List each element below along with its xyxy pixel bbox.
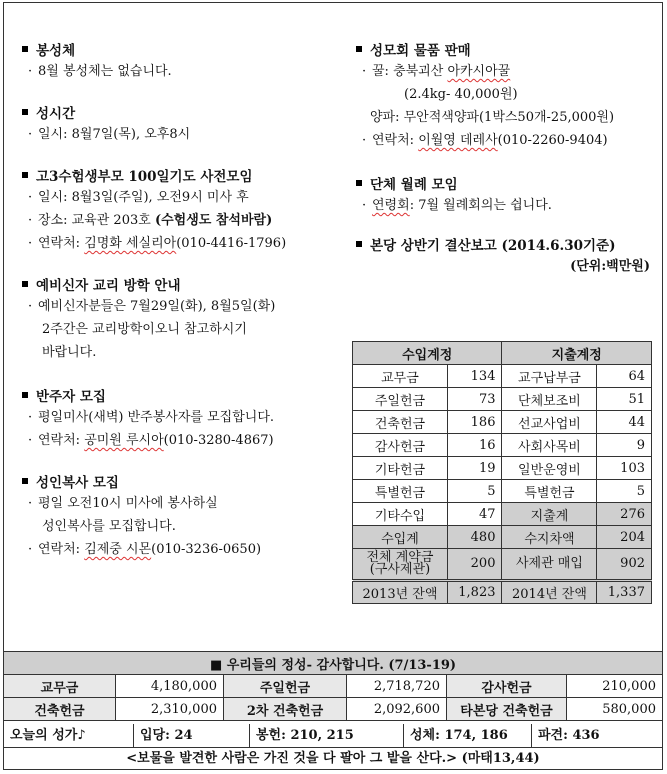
- offering-amount: 4,180,000: [116, 675, 224, 698]
- unit-label: (단위:백만원): [570, 259, 650, 274]
- balance-2013-label: 2013년 잔액: [353, 581, 448, 604]
- contact-name: 이월영 데레사: [418, 133, 498, 148]
- bullet-square-icon: [22, 172, 28, 178]
- offering-amount: 580,000: [567, 698, 663, 721]
- offering-label: 주일헌금: [224, 675, 347, 698]
- hymn-title: 오늘의 성가♪: [4, 724, 134, 747]
- hymn-entrance: 입당: 24: [134, 724, 250, 747]
- bullet-square-icon: [356, 46, 362, 52]
- expense-amount: 5: [597, 480, 652, 503]
- table-row: [4, 675, 663, 698]
- bullet-square-icon: [22, 478, 28, 484]
- table-row: [353, 526, 652, 549]
- section-title: 성시간: [36, 106, 76, 122]
- table-row: [353, 388, 652, 411]
- offering-amount: 2,718,720: [347, 675, 447, 698]
- income-item: 교무금: [353, 365, 448, 388]
- section-altar-server: 성인복사 모집 · 평일 오전10시 미사에 봉사하실 성인복사를 모집합니다. · 연락처: 김제중 시몬(010-3236-0650): [22, 470, 342, 561]
- contact-phone: (010-3280-4867): [163, 433, 274, 448]
- income-item: 주일헌금: [353, 388, 448, 411]
- catechism-line: 2주간은 교리방학이오니 참고하시기: [42, 322, 247, 337]
- table-row: [353, 581, 652, 604]
- deposit-label-1: 전체 계약금: [366, 550, 434, 565]
- section-title: 봉성체: [36, 43, 76, 59]
- income-amount: 186: [447, 411, 502, 434]
- exam-date: 일시: 8월3일(주일), 오전9시 미사 후: [38, 190, 249, 205]
- honey-price: (2.4kg- 40,000원): [404, 87, 518, 102]
- bullet-square-icon: [22, 281, 28, 287]
- section-title: 단체 월례 모임: [370, 177, 458, 193]
- expense-item: 단체보조비: [502, 388, 597, 411]
- contact-phone: (010-3236-0650): [151, 542, 262, 557]
- expense-amount: 64: [597, 365, 652, 388]
- offering-amount: 210,000: [567, 675, 663, 698]
- income-amount: 73: [447, 388, 502, 411]
- server-line: 성인복사를 모집합니다.: [42, 519, 176, 534]
- deposit-label: [353, 549, 448, 581]
- server-line: 평일 오전10시 미사에 봉사하실: [38, 496, 218, 511]
- expense-item: 일반운영비: [502, 457, 597, 480]
- table-row: [353, 434, 652, 457]
- bullet-square-icon: [356, 241, 362, 247]
- honey-name: 아카시아꿀: [447, 64, 511, 79]
- offering-amount: 2,092,600: [347, 698, 447, 721]
- expense-amount: 51: [597, 388, 652, 411]
- contact-phone: (010-2260-9404): [497, 133, 608, 148]
- contact-label: 연락처:: [38, 542, 85, 557]
- income-total: 480: [447, 526, 502, 549]
- expense-amount: 44: [597, 411, 652, 434]
- deposit-label-2: (구사제관): [369, 562, 431, 577]
- section-monthly-meeting: 단체 월례 모임 · 연령회: 7월 월례회의는 쉽니다.: [356, 172, 656, 217]
- expense-header: 지출계정: [502, 342, 652, 365]
- income-item: 건축헌금: [353, 411, 448, 434]
- section-holy-hour: 성시간 · 일시: 8월7일(목), 오후8시: [22, 101, 342, 146]
- contact-label: 연락처:: [38, 433, 85, 448]
- bullet-square-icon: [22, 109, 28, 115]
- income-amount: 5: [447, 480, 502, 503]
- expense-item: 사회사목비: [502, 434, 597, 457]
- contact-name: 김제중 시몬: [84, 542, 152, 557]
- section-sale: 성모회 물품 판매 · 꿀: 충북괴산 아카시아꿀 (2.4kg- 40,000원) 양파: 무안적색양파(1박스50개-25,000원) · 연락처: 이월영 데레사(010-2260-9404): [356, 38, 656, 152]
- income-item: 특별헌금: [353, 480, 448, 503]
- section-title: 반주자 모집: [36, 389, 106, 405]
- income-amount: 134: [447, 365, 502, 388]
- hymn-offertory: 봉헌: 210, 215: [250, 724, 404, 747]
- financial-table: [352, 341, 652, 604]
- expense-item: 교구납부금: [502, 365, 597, 388]
- offering-label: 타본당 건축헌금: [447, 698, 567, 721]
- section-title: 고3수험생부모 100일기도 사전모임: [36, 169, 253, 185]
- table-row: [4, 698, 663, 721]
- hymn-row: [3, 724, 663, 748]
- income-total-label: 수입계: [353, 526, 448, 549]
- expense-amount: 103: [597, 457, 652, 480]
- meeting-note: : 7월 월례회의는 쉽니다.: [409, 198, 552, 213]
- section-title: 성모회 물품 판매: [370, 43, 471, 59]
- income-item: 기타헌금: [353, 457, 448, 480]
- section-accompanist: 반주자 모집 · 평일미사(새벽) 반주봉사자를 모집합니다. · 연락처: 공미원 루시아(010-3280-4867): [22, 384, 342, 452]
- expense-item: 선교사업비: [502, 411, 597, 434]
- holy-hour-date: 일시: 8월7일(목), 오후8시: [38, 127, 191, 142]
- rectory-amount: 902: [597, 549, 652, 581]
- income-amount: 16: [447, 434, 502, 457]
- expense-item: 특별헌금: [502, 480, 597, 503]
- expense-total: 276: [597, 503, 652, 526]
- accompanist-line: 평일미사(새벽) 반주봉사자를 모집합니다.: [38, 410, 275, 425]
- exam-place: 장소: 교육관 203호: [38, 213, 155, 228]
- table-row: [353, 549, 652, 581]
- contact-label: 연락처:: [38, 236, 85, 251]
- income-item: 감사헌금: [353, 434, 448, 457]
- catechism-line: 예비신자분들은 7월29일(화), 8월5일(화): [38, 299, 276, 314]
- section-communion: 봉성체 · 8월 봉성체는 없습니다.: [22, 38, 342, 83]
- table-row: [353, 503, 652, 526]
- offering-label: 건축헌금: [4, 698, 116, 721]
- offering-table: [3, 651, 663, 721]
- honey-label: 꿀: 충북괴산: [372, 64, 448, 79]
- table-row: [353, 480, 652, 503]
- hymn-recessional: 파견: 436: [538, 728, 600, 743]
- income-amount: 47: [447, 503, 502, 526]
- expense-amount: 9: [597, 434, 652, 457]
- onion-line: 양파: 무안적색양파(1박스50개-25,000원): [370, 110, 615, 125]
- balance-2014-label: 2014년 잔액: [502, 581, 597, 604]
- expense-total-label: 지출계: [502, 503, 597, 526]
- table-row: [353, 457, 652, 480]
- hymn-communion: 성체: 174, 186: [404, 724, 532, 747]
- bullet-square-icon: [356, 180, 362, 186]
- section-catechism: 예비신자 교리 방학 안내 · 예비신자분들은 7월29일(화), 8월5일(화) 2주간은 교리방학이오니 참고하시기 바랍니다.: [22, 273, 342, 364]
- section-exam-prayer: 고3수험생부모 100일기도 사전모임 · 일시: 8월3일(주일), 오전9시 미사 후 · 장소: 교육관 203호 (수험생도 참석바람) · 연락처: 김명화 세실리아(010-4416-1796): [22, 164, 342, 255]
- offering-title: ■ 우리들의 정성- 감사합니다. (7/13-19): [4, 652, 663, 675]
- balance-amount: 204: [597, 526, 652, 549]
- contact-phone: (010-4416-1796): [176, 236, 287, 251]
- income-header: 수입계정: [353, 342, 502, 365]
- balance-label: 수지차액: [502, 526, 597, 549]
- section-title: 예비신자 교리 방학 안내: [36, 278, 181, 294]
- balance-2013: 1,823: [447, 581, 502, 604]
- left-column: [22, 38, 342, 575]
- income-amount: 19: [447, 457, 502, 480]
- bible-verse: <보물을 발견한 사람은 가진 것을 다 팔아 그 밭을 산다.> (마태13,44): [126, 751, 540, 766]
- balance-2014: 1,337: [597, 581, 652, 604]
- offering-label: 2차 건축헌금: [224, 698, 347, 721]
- section-title: 성인복사 모집: [36, 475, 119, 491]
- offering-amount: 2,310,000: [116, 698, 224, 721]
- deposit-amount: 200: [447, 549, 502, 581]
- table-row: [353, 365, 652, 388]
- section-title: 본당 상반기 결산보고 (2014.6.30기준): [370, 238, 616, 254]
- right-column: [356, 38, 656, 293]
- contact-label: 연락처:: [372, 133, 419, 148]
- offering-label: 교무금: [4, 675, 116, 698]
- group-name: 연령회: [372, 198, 410, 213]
- catechism-line: 바랍니다.: [42, 345, 97, 360]
- bullet-square-icon: [22, 392, 28, 398]
- contact-name: 공미원 루시아: [84, 433, 164, 448]
- section-financial-report: [356, 233, 656, 279]
- offering-label: 감사헌금: [447, 675, 567, 698]
- contact-name: 김명화 세실리아: [84, 236, 177, 251]
- bullet-square-icon: [22, 46, 28, 52]
- table-row: [353, 411, 652, 434]
- rectory-label: 사제관 매입: [502, 549, 597, 581]
- income-item: 기타수입: [353, 503, 448, 526]
- exam-place-note: (수험생도 참석바람): [154, 213, 273, 228]
- communion-note: 8월 봉성체는 없습니다.: [38, 64, 172, 79]
